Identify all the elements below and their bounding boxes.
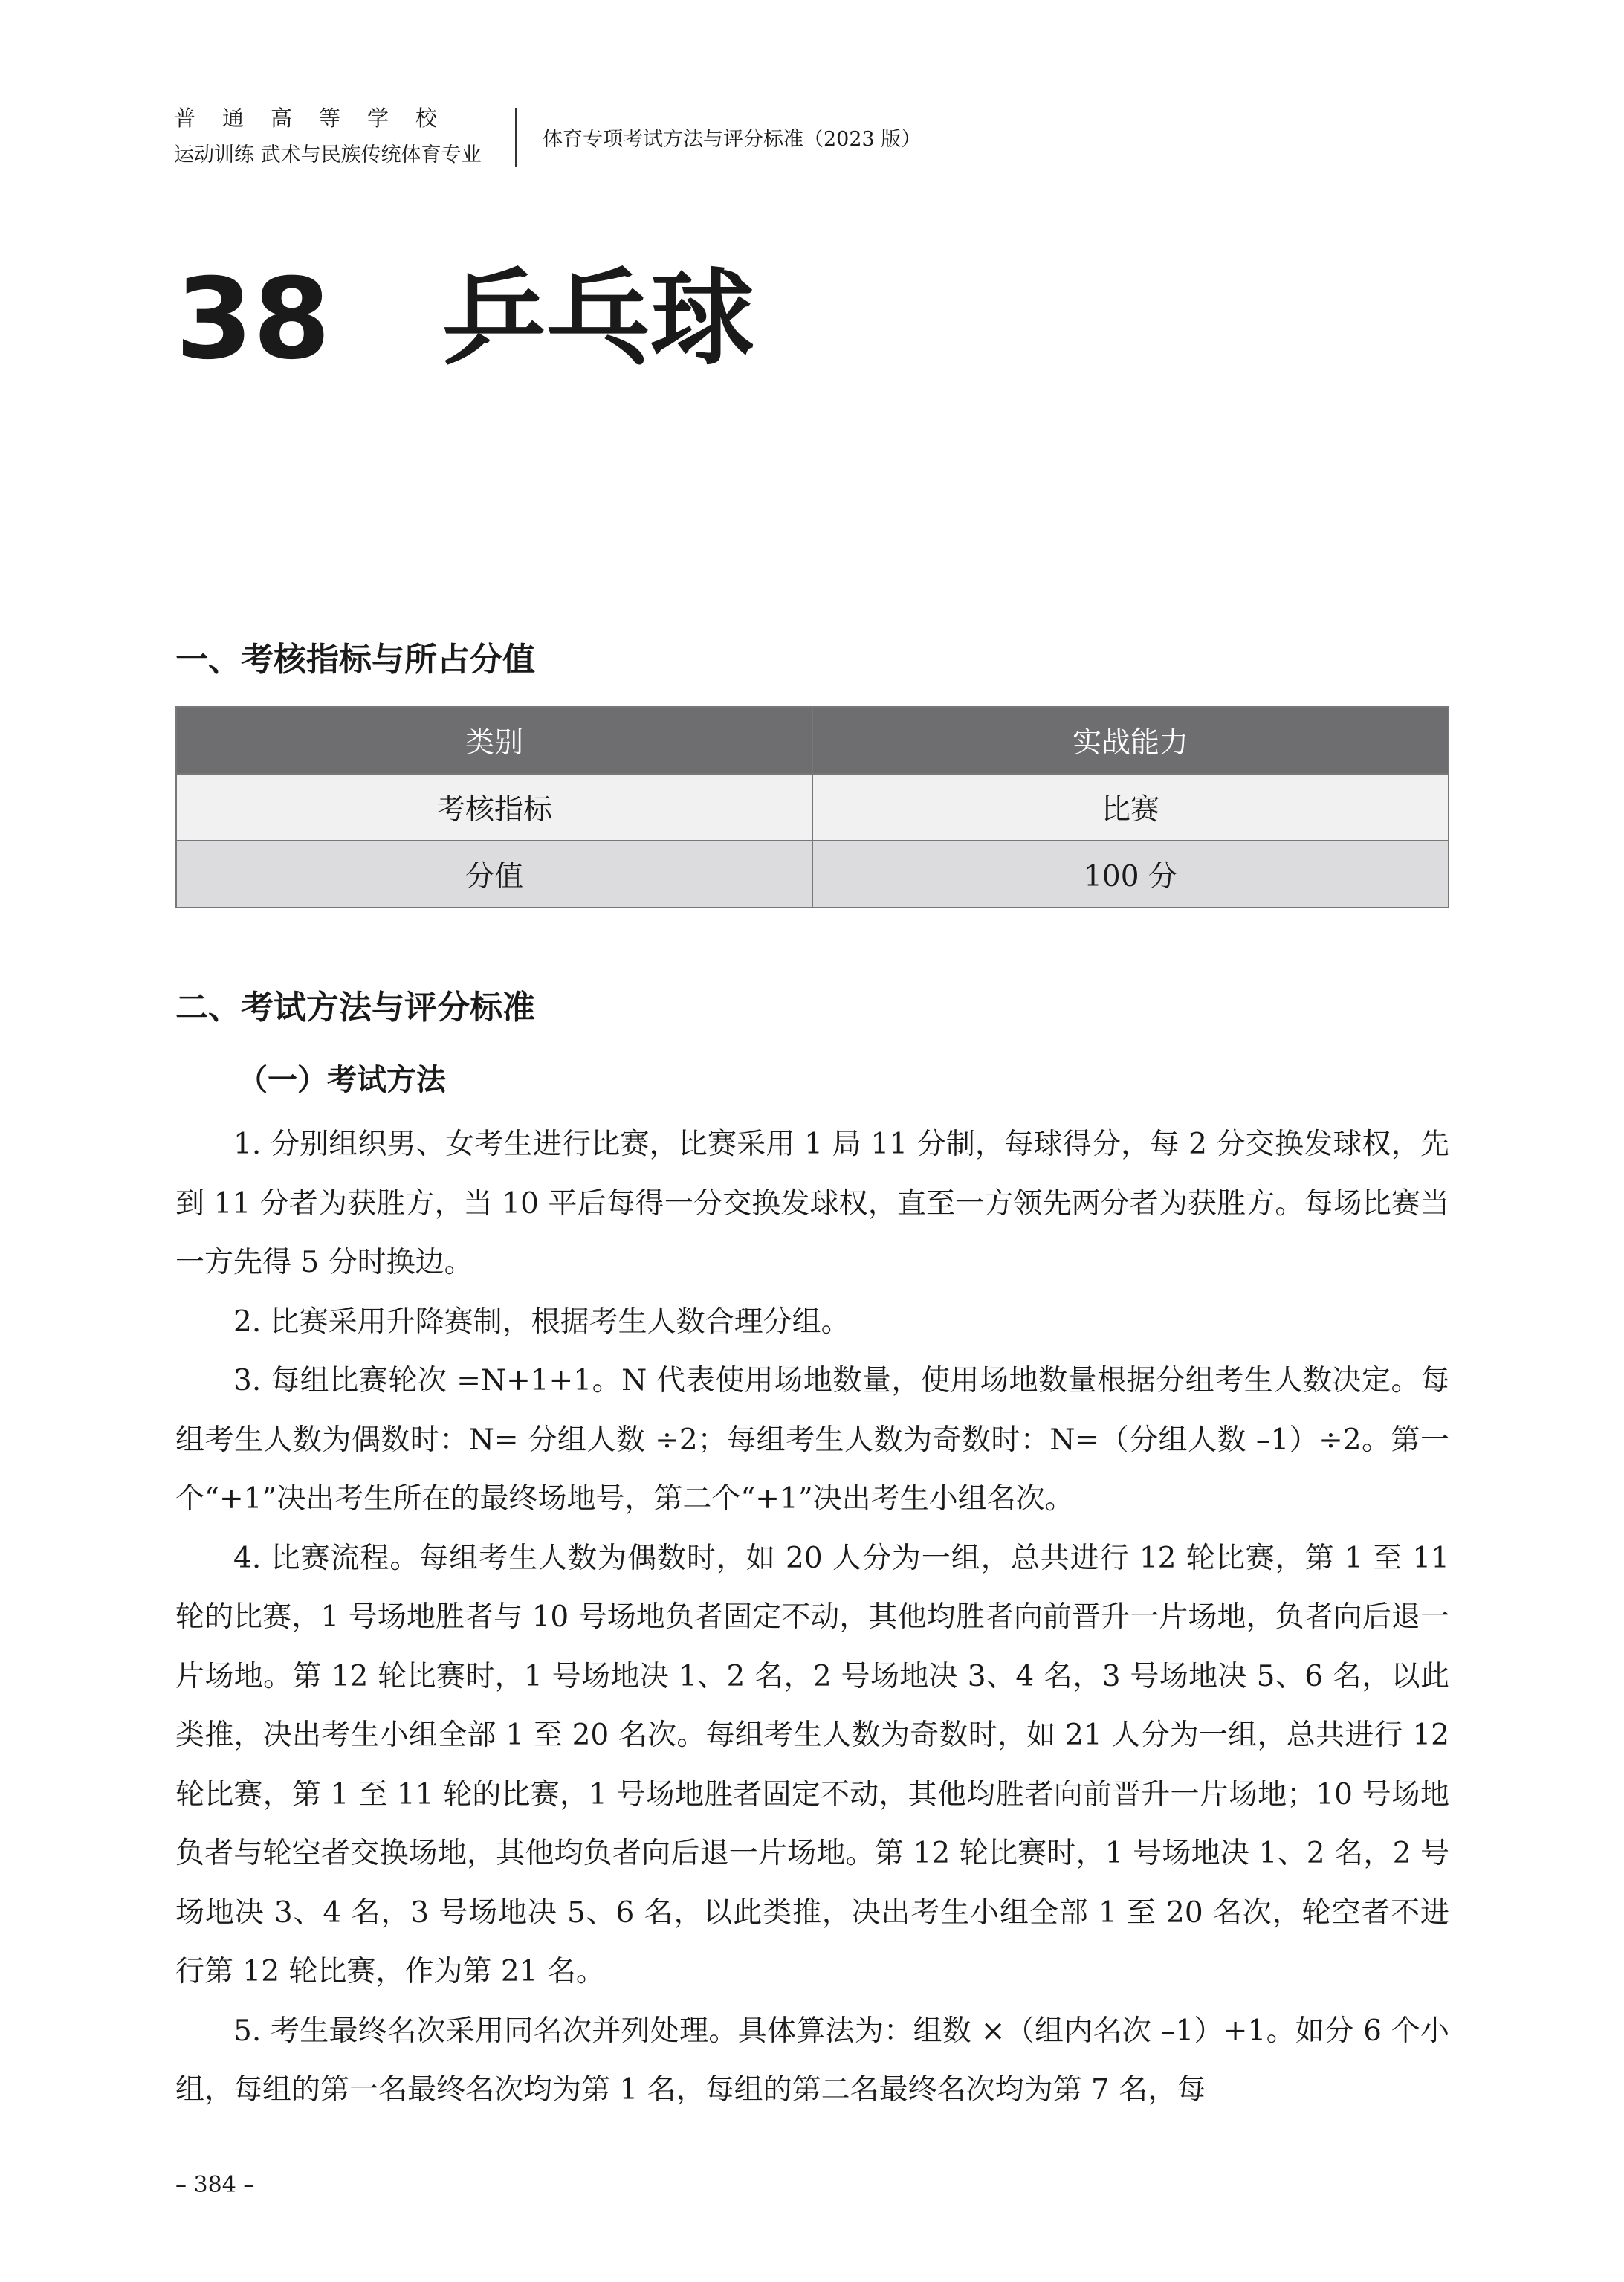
- table-cell: 分值: [176, 841, 812, 908]
- paragraph: 3. 每组比赛轮次 =N+1+1。N 代表使用场地数量，使用场地数量根据分组考生人数决定。每组考生人数为偶数时：N= 分组人数 ÷2；每组考生人数为奇数时：N=（分组人数 –1）÷2。第一个“+1”决出考生所在的最终场地号，第二个“+1”决出考生小组名次。: [175, 1364, 1449, 1516]
- page-number: – 384 –: [175, 2172, 255, 2198]
- chapter-number: 38: [175, 255, 331, 384]
- table-cell: 考核指标: [176, 774, 812, 841]
- header-divider: [515, 108, 517, 167]
- body-text: [175, 1115, 1449, 2120]
- header-major: 运动训练 武术与民族传统体育专业: [174, 143, 482, 167]
- table-header-row: [176, 707, 1449, 774]
- table-header-ability: 实战能力: [812, 707, 1449, 774]
- table-row: [176, 841, 1449, 908]
- chapter-heading: [175, 256, 754, 383]
- running-header-left: [174, 104, 494, 169]
- table-header-category: 类别: [176, 707, 812, 774]
- table-row: [176, 774, 1449, 841]
- paragraph: 5. 考生最终名次采用同名次并列处理。具体算法为：组数 ×（组内名次 –1）+1。如分 6 个小组，每组的第一名最终名次均为第 1 名，每组的第二名最终名次均为第 7 名，每: [175, 2014, 1449, 2107]
- paragraph: 1. 分别组织男、女考生进行比赛，比赛采用 1 局 11 分制，每球得分，每 2 分交换发球权，先到 11 分者为获胜方，当 10 平后每得一分交换发球权，直至一方领先两分者为获胜方。每场比赛当一方先得 5 分时换边。: [175, 1128, 1449, 1279]
- table-cell: 100 分: [812, 841, 1449, 908]
- paragraph: 2. 比赛采用升降赛制，根据考生人数合理分组。: [233, 1305, 850, 1339]
- chapter-title: 乒乓球: [441, 259, 754, 380]
- paragraph: 4. 比赛流程。每组考生人数为偶数时，如 20 人分为一组，总共进行 12 轮比赛，第 1 至 11 轮的比赛，1 号场地胜者与 10 号场地负者固定不动，其他均胜者向前晋升一片场地，负者向后退一片场地。第 12 轮比赛时，1 号场地决 1、2 名，2 号场地决 3、4 名，3 号场地决 5、6 名，以此类推，决出考生小组全部 1 至 20 名次。每组考生人数为奇数时，如 21 人分为一组，总共进行 12 轮比赛，第 1 至 11 轮的比赛，1 号场地胜者固定不动，其他均胜者向前晋升一片场地；10 号场地负者与轮空者交换场地，其他均负者向后退一片场地。第 12 轮比赛时，1 号场地决 1、2 名，2 号场地决 3、4 名，3 号场地决 5、6 名，以此类推，决出考生小组全部 1 至 20 名次，轮空者不进行第 12 轮比赛，作为第 21 名。: [175, 1541, 1449, 1988]
- table-cell: 比赛: [812, 774, 1449, 841]
- score-table: [175, 706, 1449, 908]
- section-heading-2: 二、考试方法与评分标准: [175, 989, 535, 1027]
- header-school: 普通高等学校: [174, 106, 465, 131]
- section-heading-1: 一、考核指标与所占分值: [175, 641, 535, 679]
- header-book-title: 体育专项考试方法与评分标准（2023 版）: [543, 128, 922, 151]
- subsection-heading: （一）考试方法: [238, 1062, 446, 1097]
